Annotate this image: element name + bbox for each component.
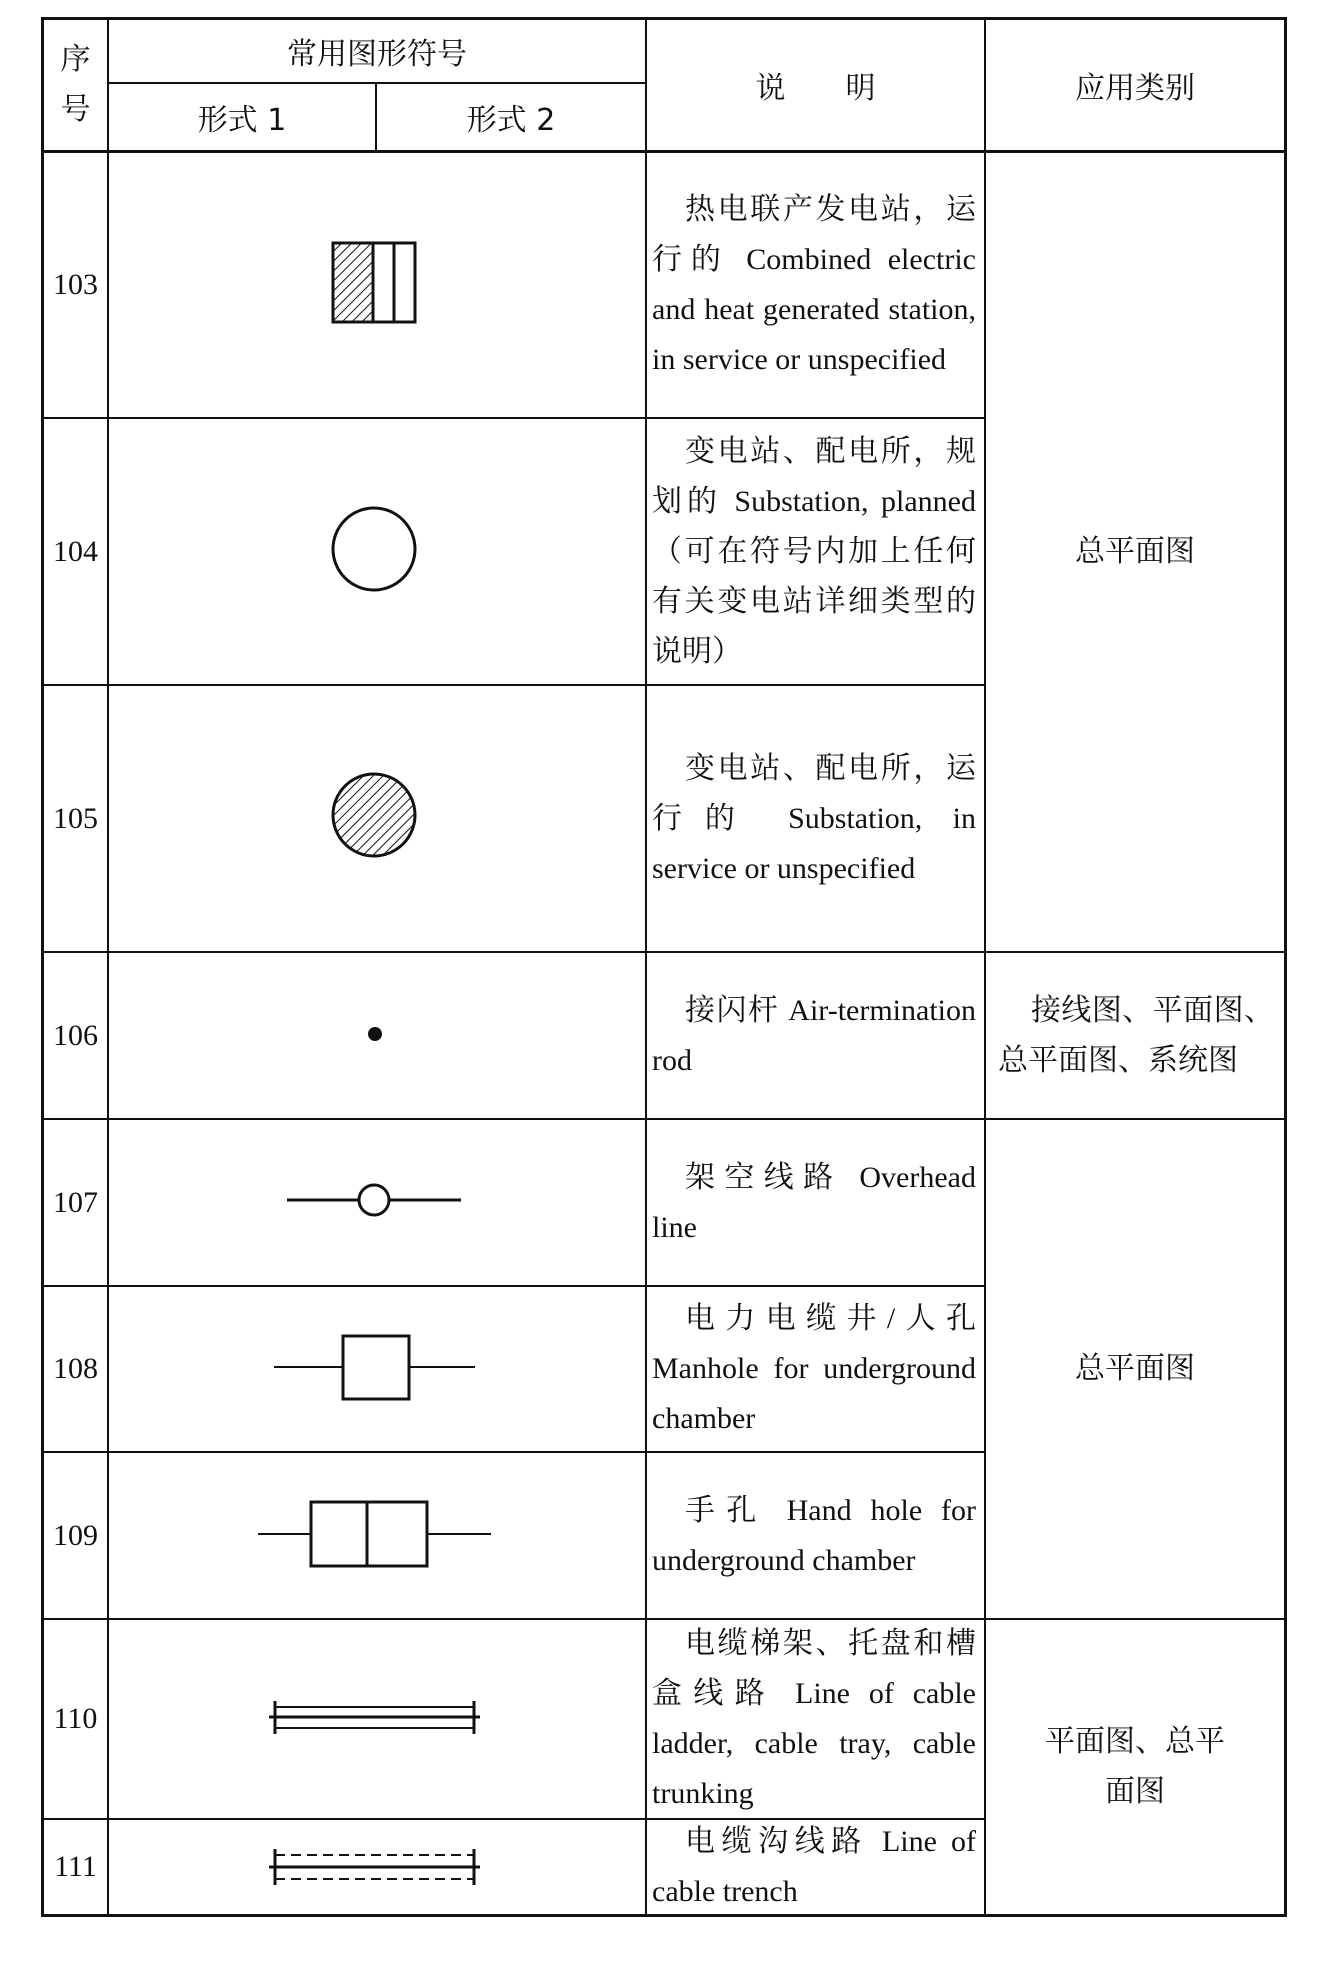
row-number-text: 105 xyxy=(53,801,98,835)
row-number-text: 108 xyxy=(53,1352,98,1385)
row-description xyxy=(652,953,976,1118)
row-number-text: 111 xyxy=(54,1850,97,1883)
row-description xyxy=(652,1620,976,1818)
row-description xyxy=(652,153,976,417)
row-description xyxy=(652,1120,976,1285)
row-description-text: 电缆沟线路 Line of cable trench xyxy=(652,1825,976,1908)
header-form1-label: 形式 1 xyxy=(197,103,287,138)
row-description xyxy=(652,686,976,951)
category-cell xyxy=(1045,1620,1225,1914)
row-number-text: 103 xyxy=(53,268,98,301)
row-description-text: 热电联产发电站，运行的 Combined electric and heat generated station, in service or unspecified xyxy=(652,193,976,376)
row-description-text: 手孔 Hand hole for underground chamber xyxy=(652,1493,976,1577)
row-description xyxy=(652,419,976,684)
row-description-text: 变电站、配电所，运行的 Substation, in service or unspecified xyxy=(652,751,976,885)
category-cell xyxy=(986,153,1284,951)
row-description-text: 架空线路 Overhead line xyxy=(652,1160,976,1244)
header-description-label: 说 明 xyxy=(755,71,876,106)
category-text: 总平面图 xyxy=(1075,534,1195,569)
row-description xyxy=(652,1287,976,1451)
row-description xyxy=(652,1820,976,1914)
row-description-text: 电缆梯架、托盘和槽盒线路 Line of cable ladder, cable tray, cable trunking xyxy=(652,1627,976,1810)
category-text: 总平面图 xyxy=(1075,1351,1195,1386)
header-form2-label: 形式 2 xyxy=(466,103,556,138)
row-number-text: 107 xyxy=(53,1185,98,1219)
row-description-text: 电力电缆井/人孔 Manhole for underground chamber xyxy=(652,1302,976,1435)
category-text: 接线图、平面图、总平面图、系统图 xyxy=(998,992,1274,1078)
row-description xyxy=(652,1453,976,1618)
row-number-text: 110 xyxy=(53,1702,98,1735)
row-number-text: 106 xyxy=(53,1018,98,1052)
header-seq-label: 序号 xyxy=(60,42,91,127)
category-text: 平面图、总平面图 xyxy=(1045,1724,1225,1809)
category-cell xyxy=(998,953,1274,1118)
row-description-text: 接闪杆 Air-termination rod xyxy=(652,993,976,1077)
header-category-label: 应用类别 xyxy=(1075,71,1195,106)
row-description-text: 变电站、配电所，规划的 Substation, planned（可在符号内加上任何有关变电站详细类型的说明） xyxy=(652,434,976,668)
header-symbols-label: 常用图形符号 xyxy=(287,37,467,72)
category-cell xyxy=(986,1120,1284,1618)
row-number-text: 109 xyxy=(53,1518,98,1552)
row-number-text: 104 xyxy=(53,534,98,568)
